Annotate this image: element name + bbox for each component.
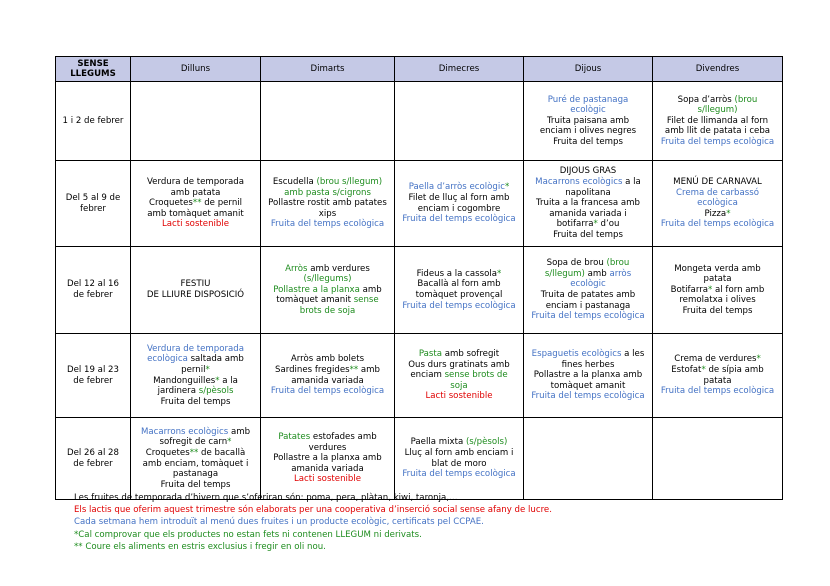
menu-cell [131,247,261,334]
dish-line [263,354,392,365]
dish-text: Fruita del temps ecològica [660,386,775,397]
week-row [56,82,783,161]
dish-line [397,469,521,480]
dish-line [526,258,650,269]
dish-text: amb pasta s/cigrons [284,187,371,198]
dish-line [133,437,258,448]
dish-text: de bacallà [198,447,246,458]
dish-text: botifarra [556,219,594,230]
dish-text: ecològic [570,105,606,116]
dish-text: Pollastre rostit amb patates [268,198,387,209]
dish-line [263,219,392,230]
dish-text: amanida variada i [549,208,627,219]
dish-text: * [205,364,210,375]
dish-line [263,295,392,306]
dish-line [133,365,258,376]
dish-text: Truita paisana amb [546,115,630,126]
week-label-line: Del 26 al 28 [66,447,119,458]
dish-text: Croquetes [148,198,193,209]
dish-line [526,230,650,241]
dish-line [133,219,258,230]
dish-line [655,376,780,387]
dish-text: Lacti sostenible [425,391,493,402]
week-label-line: de febrer [73,458,113,469]
week-label-line: febrer [80,203,106,214]
menu-cell [653,161,783,247]
dish-text: enciam i cogombre [417,203,501,214]
dish-line [263,376,392,387]
dish-text: Lacti sostenible [161,219,230,230]
dish-line [526,198,650,209]
footer-note: Les fruites de temporada d’hivern que s’oferiran són: poma, pera, plàtan, kiwi, taronja,… [74,493,458,503]
dish-text: Macarrons ecològics [535,177,623,188]
day-header-tuesday: Dimarts [261,57,395,82]
menu-cell [395,418,524,500]
dish-line [263,177,392,188]
menu-cell [261,247,395,334]
dish-text: ecològica [147,354,188,365]
dish-line [263,443,392,454]
dish-line [133,209,258,220]
dish-line [397,290,521,301]
dish-line [133,279,258,290]
footer-notes [74,492,552,553]
dish-line [133,480,258,491]
dish-line [133,198,258,209]
menu-cell [395,247,524,334]
dish-text: Fruita del temps ecològica [270,219,385,230]
week-label [56,247,131,334]
dish-text: Paella mixta [410,437,466,448]
dish-text: Mandonguilles [153,375,216,386]
dish-text: amb verdures [307,263,370,274]
dish-line [526,105,650,116]
week-label-line: de febrer [73,375,113,386]
dish-text: amb [359,284,382,295]
dish-text: Pollastre a la planxa amb [533,370,643,381]
dish-text: DIJOUS GRAS [559,166,617,177]
dish-text: blat de moro [431,458,487,469]
dish-text: Mongeta verda amb [674,263,761,274]
dish-text: amb [358,364,381,375]
dish-line [655,105,780,116]
dish-line [526,209,650,220]
dish-text: * [497,268,502,279]
day-header-friday: Divendres [653,57,783,82]
dish-line [526,290,650,301]
dish-text: brots de soja [299,305,356,316]
dish-text: Fruita del temps ecològica [270,386,385,397]
dish-text: Botifarra [670,284,709,295]
dish-line [526,311,650,322]
dish-text: pernil [181,364,206,375]
dish-text: Fruita del temps [682,305,753,316]
dish-line [263,306,392,317]
dish-line [655,177,780,188]
dish-line [397,381,521,392]
menu-cell [524,247,653,334]
dish-text: amanida variada [291,463,364,474]
dish-text: (s/pèsols) [465,437,508,448]
dish-line [655,386,780,397]
dish-text: Arròs amb bolets [290,354,365,365]
dish-line [263,209,392,220]
dish-line [655,274,780,285]
week-label-line: de febrer [73,290,113,300]
dish-text: amb enciam, tomàquet i [142,458,249,469]
dish-line [526,188,650,199]
dish-text: a la [219,375,238,386]
dish-line [263,432,392,443]
dish-text: Pollastre a la planxa [273,284,360,295]
dish-text: s/llegum) [544,268,585,279]
dish-line [655,354,780,365]
dish-line [263,264,392,275]
dish-line [526,391,650,402]
dish-text: Fruita del temps ecològica [531,391,645,402]
dish-text: Lacti sostenible [293,474,362,485]
menu-cell [395,334,524,418]
dish-line [263,474,392,485]
dish-line [526,166,650,177]
dish-text: xips [318,208,337,219]
dish-text: * [701,364,706,375]
dish-text: * [227,437,232,448]
dish-text: * [593,219,598,230]
dish-text: tomàquet provençal [415,290,503,300]
dish-text: Bacallà al forn amb [417,279,501,290]
menu-cell [261,161,395,247]
menu-body [56,82,783,500]
dish-text: jardinera [157,386,199,397]
day-header-thursday: Dijous [524,57,653,82]
dish-line [526,370,650,381]
dish-line [397,391,521,402]
dish-text: Fruita del temps ecològica [660,136,775,147]
dish-line [263,453,392,464]
dish-text: enciam i pastanaga [545,300,631,311]
dish-line [655,365,780,376]
dish-text: verdures [308,442,347,453]
dish-line [655,219,780,230]
dish-line [397,301,521,312]
dish-line [655,137,780,148]
dish-line [397,182,521,193]
dish-text: saltada amb [187,354,244,365]
week-row [56,418,783,500]
dish-line [263,386,392,397]
dish-text: estofades amb [310,432,377,443]
dish-text: Fideus a la cassola [416,268,498,279]
dish-text: * [504,182,510,193]
week-label [56,161,131,247]
dish-text: amb [228,426,251,437]
dish-text: amb sofregit [442,349,500,360]
dish-text: pastanaga [172,469,219,480]
dish-line [133,290,258,301]
day-header-wednesday: Dimecres [395,57,524,82]
dish-line [526,219,650,230]
dish-text: al forn amb [712,284,765,295]
menu-cell [261,82,395,161]
week-row [56,334,783,418]
dish-line [263,198,392,209]
dish-text: enciam [410,370,445,381]
dish-text: (brou s/llegum) [316,177,383,188]
dish-line [397,279,521,290]
week-row [56,247,783,334]
dish-line [397,269,521,280]
dish-text: patata [703,375,732,386]
dish-text: amb llit de patata i ceba [664,126,771,137]
dish-text: Estofat [671,364,702,375]
dish-text: Arròs [285,263,308,274]
dish-text: ** [349,364,359,375]
dish-line [133,188,258,199]
day-header-monday: Dilluns [131,57,261,82]
dish-text: FESTIU [180,279,211,290]
menu-cell [653,418,783,500]
dish-line [263,188,392,199]
dish-line [526,381,650,392]
dish-text: sense brots de [444,370,508,381]
week-label-line: Del 19 al 23 [66,364,119,375]
menu-cell [131,82,261,161]
dish-text: tomàquet amanit [550,380,626,391]
dish-line [133,386,258,397]
dish-text: Fruita del temps [160,479,231,490]
dish-text: Crema de carbassó [676,187,759,198]
corner-header [56,57,131,82]
dish-line [526,126,650,137]
dish-line [133,344,258,355]
dish-text: Pasta [418,349,442,360]
dish-line [263,285,392,296]
menu-cell [131,161,261,247]
dish-line [655,198,780,209]
dish-text: Sopa d’arròs [677,94,735,105]
menu-cell [261,334,395,418]
dish-text: enciam i olives negres [539,126,637,137]
dish-line [655,188,780,199]
dish-line [397,349,521,360]
dish-text: Sopa de brou [546,258,607,269]
dish-text: Sardines fregides [274,364,350,375]
week-label-line: 1 i 2 de febrer [62,115,124,126]
dish-text: amanida variada [291,375,364,386]
dish-text: d’ou [597,219,620,230]
dish-line [263,274,392,285]
dish-line [133,448,258,459]
dish-text: Filet de lluç al forn amb [408,192,510,203]
menu-cell [524,82,653,161]
dish-line [397,193,521,204]
dish-line [526,360,650,371]
dish-text: napolitana [565,187,611,198]
dish-text: patata [703,274,732,285]
dish-line [655,306,780,317]
dish-line [655,209,780,220]
dish-line [655,116,780,127]
dish-text: * [215,375,220,386]
dish-line [397,459,521,470]
dish-text: Lluç al forn amb enciam i [404,447,514,458]
dish-text: DE LLIURE DISPOSICIÓ [146,290,245,300]
dish-text: amb patata [170,187,221,198]
week-label [56,334,131,418]
dish-line [526,116,650,127]
menu-cell [395,161,524,247]
dish-text: Truita a la francesa amb [536,198,640,209]
dish-text: ** [192,198,202,209]
dish-line [655,95,780,106]
dish-text: de sípia amb [705,364,764,375]
dish-text: Fruita del temps [160,396,231,407]
dish-line [397,370,521,381]
menu-cell [261,418,395,500]
dish-text: tomàquet amanit [276,295,354,306]
dish-line [397,360,521,371]
dish-text: (brou [734,94,758,105]
dish-text: amb [584,268,610,279]
dish-text: * [708,284,713,295]
dish-text: Escudella [272,177,317,188]
week-label [56,82,131,161]
dish-line [397,437,521,448]
dish-text: remolatxa i olives [679,295,756,306]
dish-line [133,427,258,438]
dish-text: Croquetes [145,447,190,458]
dish-line [133,177,258,188]
dish-line [655,285,780,296]
dish-line [133,397,258,408]
dish-text: (brou [606,258,630,269]
dish-text: a les [621,349,645,360]
menu-cell [524,161,653,247]
footer-note: Cada setmana hem introduït al menú dues fruites i un producte ecològic, certificats pel CCPAE. [74,517,484,528]
dish-line [133,376,258,387]
dish-text: Fruita del temps ecològica [531,311,645,322]
dish-text: Verdura de temporada [146,177,245,188]
week-label [56,418,131,500]
menu-cell [653,82,783,161]
menu-cell [524,334,653,418]
dish-line [526,95,650,106]
header-row [56,57,783,82]
dish-line [263,464,392,475]
dish-line [133,354,258,365]
dish-text: de pernil [201,198,243,209]
dish-text: Filet de llimanda al forn [666,115,769,126]
week-label-line: Del 5 al 9 de [65,192,121,203]
menu-cell [653,334,783,418]
dish-text: s/llegum) [697,105,738,116]
dish-text: ** [189,447,199,458]
dish-text: Fruita del temps ecològica [402,300,516,311]
dish-text: MENÚ DE CARNAVAL [673,177,762,188]
dish-line [526,279,650,290]
menu-cell [131,418,261,500]
dish-line [655,264,780,275]
dish-text: Pizza [704,208,727,219]
dish-line [526,301,650,312]
dish-text: Truita de patates amb [540,290,636,300]
dish-text: arròs [609,268,632,279]
dish-text: Ous durs gratinats amb [408,359,510,370]
dish-text: Pollastre a la planxa amb [273,453,382,464]
footer-note: Els lactis que oferim aquest trimestre són elaborats per una cooperativa d’inserció social sense afany de lucre. [74,505,552,516]
dish-text: Fruita del temps ecològica [402,469,516,480]
dish-text: a la [622,177,641,188]
dish-line [526,177,650,188]
dish-line [526,269,650,280]
dish-line [397,214,521,225]
menu-cell [131,334,261,418]
dish-line [133,459,258,470]
dish-text: sense [353,295,379,306]
dish-line [526,349,650,360]
dish-text: Puré de pastanaga [547,94,629,105]
dish-text: (s/llegums) [303,274,352,285]
menu-cell [524,418,653,500]
dish-text: amb tomàquet amanit [147,208,244,219]
menu-cell [395,82,524,161]
dish-text: Fruita del temps [553,229,623,240]
dish-line [526,137,650,148]
dish-text: Fruita del temps ecològica [402,214,516,225]
dish-text: ecològic [570,279,606,290]
week-label-line: Del 12 al 16 [66,279,119,290]
dish-text: sofregit de carn [159,437,228,448]
dish-text: * [756,354,761,365]
dish-text: s/pèsols [198,386,234,397]
dish-text: fines herbes [561,359,615,370]
dish-line [397,448,521,459]
dish-line [655,295,780,306]
dish-line [133,469,258,480]
dish-line [397,204,521,215]
dish-text: Crema de verdures [674,354,757,365]
dish-text: Patates [278,432,311,443]
dish-text: * [726,208,731,219]
corner-line: SENSE [77,59,109,69]
menu-table [55,56,783,500]
dish-line [655,126,780,137]
dish-text: soja [450,380,468,391]
dish-text: Verdura de temporada [146,343,245,354]
dish-text: Espaguetis ecològics [531,349,622,360]
dish-text: Paella d’arròs ecològic [408,182,505,193]
menu-cell [653,247,783,334]
dish-text: Macarrons ecològics [140,426,229,437]
corner-line: LLEGUMS [70,69,116,79]
footer-note: *Cal comprovar que els productes no estan fets ni contenen LLEGUM ni derivats. [74,529,422,540]
dish-text: ecològica [697,198,738,209]
week-row [56,161,783,247]
footer-note: ** Coure els aliments en estris exclusius i fregir en oli nou. [74,541,326,552]
dish-text: Fruita del temps ecològica [660,219,775,230]
dish-text: Fruita del temps [553,136,623,147]
dish-line [263,365,392,376]
